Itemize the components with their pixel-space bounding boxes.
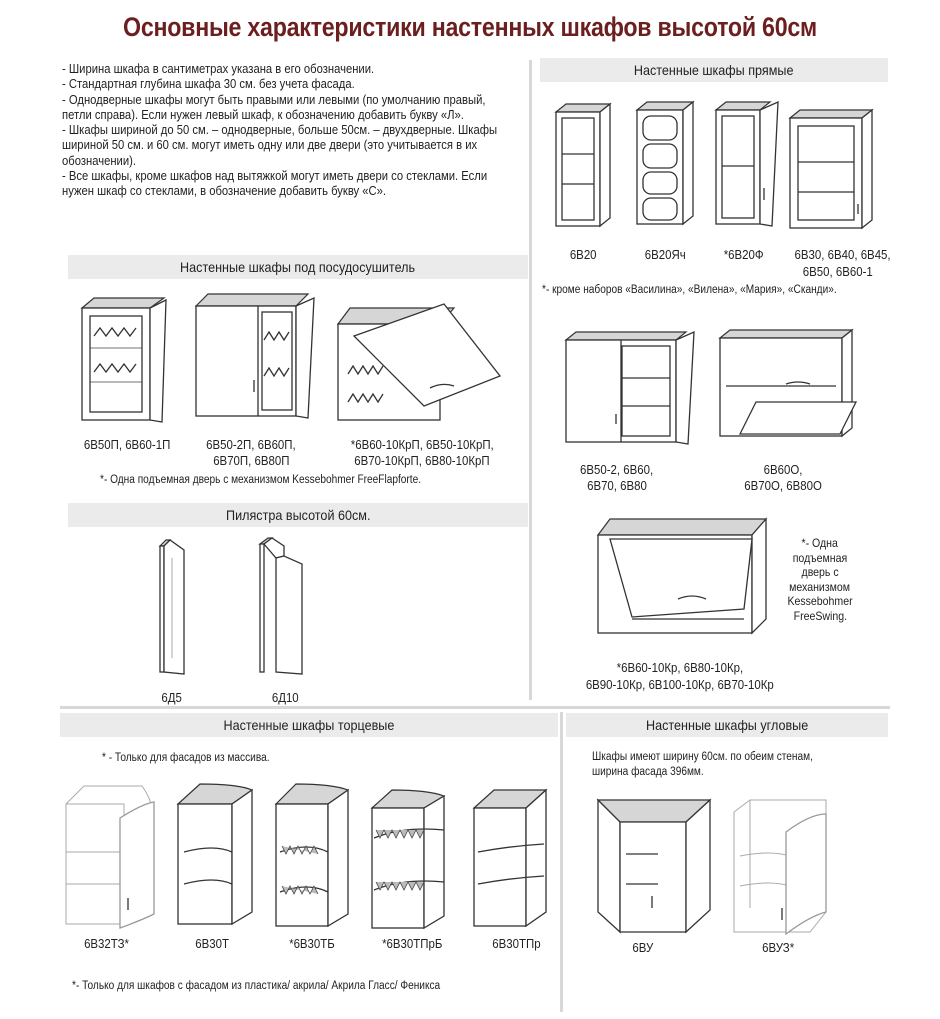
label-6v30tpr: 6В30ТПр	[491, 936, 541, 951]
intro-line: - Стандартная глубина шкафа 30 см. без учета фасада.	[62, 77, 355, 92]
page-title: Основные характеристики настенных шкафов высотой 60см	[123, 12, 817, 42]
vertical-divider-bottom	[560, 712, 563, 1012]
cabinet-6v50-2-drawing	[562, 330, 702, 448]
vertical-divider	[529, 60, 532, 700]
pilaster-6d5-drawing	[158, 538, 186, 676]
intro-text	[62, 62, 512, 200]
label-6v70-10krp: 6В70-10КрП, 6В80-10КрП	[354, 453, 490, 468]
label-6vu: 6ВУ	[632, 940, 654, 955]
band-corner: Настенные шкафы угловые	[566, 713, 888, 737]
label-6d10: 6Д10	[271, 690, 299, 705]
label-6v20: 6В20	[569, 247, 597, 262]
cabinet-6vuz-drawing	[730, 796, 830, 936]
label-6v30tprb: *6В30ТПрБ	[381, 936, 443, 951]
cabinet-6v30tpr-drawing	[470, 786, 554, 930]
band-pilaster: Пилястра высотой 60см.	[68, 503, 528, 527]
band-dryer: Настенные шкафы под посудосушитель	[68, 255, 528, 279]
corner-desc: Шкафы имеют ширину 60см. по обеим стенам, ширина фасада 396мм.	[592, 751, 813, 778]
label-6v60-10krp: *6В60-10КрП, 6В50-10КрП,	[350, 437, 494, 452]
label-6v70p: 6В70П, 6В80П	[212, 453, 290, 468]
label-6v90-10kr: 6В90-10Кр, 6В100-10Кр, 6В70-10Кр	[586, 677, 774, 692]
label-6v20f: *6В20Ф	[724, 247, 764, 262]
cabinet-6v30tprb-drawing	[368, 786, 456, 932]
cabinet-6v32tz-drawing	[62, 782, 158, 930]
label-6v70: 6В70, 6В80	[587, 478, 647, 493]
label-6v20ya: 6В20Яч	[644, 247, 686, 262]
cabinet-6v30t-drawing	[174, 780, 256, 928]
cabinet-6v20f-drawing	[712, 100, 780, 230]
intro-line: - Однодверные шкафы могут быть правыми или левыми (по умолчанию правый, петли справа). Если нужен левый шкаф, к обозначению добавить букву «Л».	[62, 92, 486, 122]
cabinet-6v20-drawing	[552, 102, 614, 230]
intro-line: - Шкафы шириной до 50 см. – однодверные, больше 50см. – двухдверные. Шкафы шириной 50 см. и 60 см. могут иметь одну или две двери (это учитывается в их обозначении).	[62, 123, 498, 168]
intro-line: - Все шкафы, кроме шкафов над вытяжкой могут иметь двери со стеклами. Если нужен шкаф со стеклами, в обозначение добавить букву «С».	[62, 169, 488, 199]
cabinet-6v60o-drawing	[716, 328, 858, 442]
pilaster-6d10-drawing	[258, 536, 304, 676]
label-6v70o: 6В70О, 6В80О	[744, 478, 822, 493]
horizontal-divider	[60, 706, 890, 709]
cabinet-6vu-drawing	[594, 796, 712, 936]
band-straight: Настенные шкафы прямые	[540, 58, 888, 82]
intro-line: - Ширина шкафа в сантиметрах указана в его обозначении.	[62, 62, 375, 76]
cabinet-6v60-10kr-drawing	[592, 515, 772, 639]
note-straight: *- кроме наборов «Василина», «Вилена», «Мария», «Сканди».	[542, 284, 837, 296]
note-dryer: *- Одна подъемная дверь с механизмом Kessebohmer FreeFlapforte.	[100, 474, 422, 486]
cabinet-6v30tb-drawing	[272, 780, 360, 930]
label-6v50p: 6В50П, 6В60-1П	[83, 437, 171, 452]
cabinet-6v20ya-drawing	[633, 100, 699, 228]
label-6v30tb: *6В30ТБ	[289, 936, 335, 951]
note-end: * - Только для фасадов из массива.	[102, 752, 270, 764]
cabinet-6v60-10krp-drawing	[334, 302, 502, 424]
cabinet-6v30-drawing	[786, 108, 886, 232]
label-6v32tz: 6В32ТЗ*	[84, 936, 130, 951]
label-6v60-10kr: *6В60-10Кр, 6В80-10Кр,	[616, 660, 744, 675]
cabinet-6v50p-drawing	[78, 296, 170, 424]
label-6v60o: 6В60О,	[763, 462, 803, 477]
note-freeswing: *- Одна подъемная дверь с механизмом Kessebohmer FreeSwing.	[787, 536, 853, 623]
footnote-end: *- Только для шкафов с фасадом из пластика/ акрила/ Акрила Гласс/ Феникса	[72, 980, 441, 992]
band-end: Настенные шкафы торцевые	[60, 713, 558, 737]
label-6v50-2: 6В50-2, 6В60,	[580, 462, 654, 477]
cabinet-6v50-2p-drawing	[192, 292, 322, 422]
label-6vuz: 6ВУЗ*	[761, 940, 794, 955]
label-6v30t: 6В30Т	[195, 936, 229, 951]
label-6v50-2p: 6В50-2П, 6В60П,	[206, 437, 296, 452]
label-6v50: 6В50, 6В60-1	[803, 264, 873, 279]
label-6d5: 6Д5	[161, 690, 183, 705]
label-6v30: 6В30, 6В40, 6В45,	[794, 247, 891, 262]
